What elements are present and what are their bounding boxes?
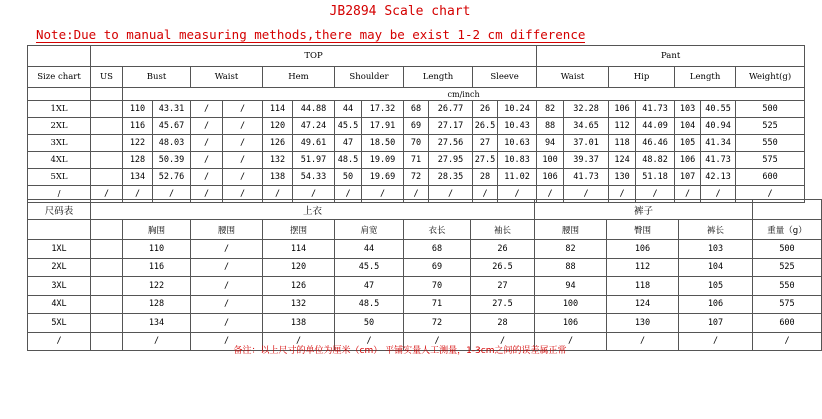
value-cell: 26.5 [471,258,535,277]
value-cell [91,118,123,135]
value-cell: 575 [753,295,822,314]
cn-col-header-pant-waist: 腰围 [535,220,607,240]
value-cell: / [607,332,679,351]
value-cell: 72 [404,314,471,333]
value-cell: 27.56 [429,135,473,152]
value-cell: 138 [263,169,293,186]
value-cell: 106 [675,152,701,169]
size-cell: 1XL [28,240,91,259]
value-cell: 116 [123,118,153,135]
size-cell: 3XL [28,135,91,152]
value-cell: 40.55 [701,101,736,118]
value-cell: 107 [675,169,701,186]
value-cell: 28.35 [429,169,473,186]
table-row [28,258,822,277]
value-cell: / [223,101,263,118]
value-cell: 45.5 [335,258,404,277]
value-cell: 49.61 [293,135,335,152]
value-cell: 42.13 [701,169,736,186]
value-cell: 118 [607,277,679,296]
value-cell: / [701,186,736,203]
value-cell: 106 [535,314,607,333]
value-cell: / [153,186,191,203]
blank-unit-cell [91,88,123,101]
value-cell: / [609,186,636,203]
value-cell: 41.73 [564,169,609,186]
col-header-us: US [91,67,123,88]
value-cell: / [223,135,263,152]
value-cell: 69 [404,258,471,277]
value-cell: 118 [609,135,636,152]
value-cell: / [675,186,701,203]
col-header-length: Length [404,67,473,88]
table-row [28,135,805,152]
size-cell: 2XL [28,118,91,135]
value-cell: 500 [753,240,822,259]
value-cell: 71 [404,152,429,169]
value-cell: / [263,186,293,203]
value-cell: 88 [535,258,607,277]
value-cell: / [404,186,429,203]
value-cell: 27 [473,135,498,152]
value-cell: 34.65 [564,118,609,135]
value-cell: 68 [404,240,471,259]
value-cell: 550 [736,135,805,152]
value-cell: 10.63 [498,135,537,152]
value-cell: 39.37 [564,152,609,169]
value-cell: / [91,186,123,203]
value-cell: 27.5 [471,295,535,314]
value-cell: / [564,186,609,203]
blank-cell [91,295,123,314]
blank-cell [91,277,123,296]
value-cell: 112 [609,118,636,135]
value-cell: 48.5 [335,152,362,169]
value-cell: 82 [535,240,607,259]
value-cell: 51.97 [293,152,335,169]
value-cell: 11.02 [498,169,537,186]
value-cell: / [679,332,753,351]
value-cell: / [736,186,805,203]
value-cell: 41.73 [636,101,675,118]
pant-group-header: Pant [537,46,805,67]
value-cell: 104 [679,258,753,277]
cn-col-header-bust: 胸围 [123,220,191,240]
table-row [28,314,822,333]
value-cell: / [335,332,404,351]
value-cell: / [753,332,822,351]
col-header-hip: Hip [609,67,675,88]
value-cell: 41.73 [701,152,736,169]
size-cell: 1XL [28,101,91,118]
value-cell: 124 [609,152,636,169]
value-cell: 126 [263,135,293,152]
value-cell: / [191,277,263,296]
value-cell: 124 [607,295,679,314]
value-cell: / [471,332,535,351]
value-cell: 94 [537,135,564,152]
value-cell: 10.24 [498,101,537,118]
value-cell: / [191,314,263,333]
value-cell: 52.76 [153,169,191,186]
value-cell: 130 [609,169,636,186]
value-cell: 500 [736,101,805,118]
value-cell: 17.91 [362,118,404,135]
size-cell: 5XL [28,169,91,186]
value-cell: 103 [679,240,753,259]
value-cell [91,101,123,118]
value-cell: / [335,186,362,203]
unit-label: cm/inch [123,88,805,101]
value-cell: 100 [535,295,607,314]
top-group-header: TOP [91,46,537,67]
value-cell: 27.95 [429,152,473,169]
value-cell: 88 [537,118,564,135]
value-cell: 134 [123,314,191,333]
size-cell: 4XL [28,295,91,314]
value-cell: 110 [123,240,191,259]
value-cell: / [191,169,223,186]
table-row [28,152,805,169]
measurement-note: Note:Due to manual measuring methods,there may be exist 1-2 cm difference [36,27,586,42]
value-cell: 138 [263,314,335,333]
value-cell: 28 [473,169,498,186]
value-cell: 50 [335,314,404,333]
value-cell: 26.77 [429,101,473,118]
value-cell: 43.31 [153,101,191,118]
value-cell: 19.09 [362,152,404,169]
col-header-waist: Waist [191,67,263,88]
table-row [28,295,822,314]
value-cell: / [223,186,263,203]
value-cell: / [223,169,263,186]
value-cell: / [636,186,675,203]
blank-unit-cell [28,88,91,101]
cn-col-header-sleeve: 袖长 [471,220,535,240]
value-cell: 110 [123,101,153,118]
value-cell: 106 [537,169,564,186]
value-cell: 54.33 [293,169,335,186]
value-cell: 26 [473,101,498,118]
value-cell: 69 [404,118,429,135]
value-cell: 26.5 [473,118,498,135]
value-cell: 10.83 [498,152,537,169]
value-cell: 45.67 [153,118,191,135]
value-cell: / [362,186,404,203]
value-cell: 48.5 [335,295,404,314]
value-cell: 48.03 [153,135,191,152]
english-table-body [28,101,805,203]
cn-col-header-length: 衣长 [404,220,471,240]
blank-cell [91,258,123,277]
value-cell: / [537,186,564,203]
value-cell: / [223,152,263,169]
value-cell: 68 [404,101,429,118]
value-cell: 70 [404,135,429,152]
value-cell: 10.43 [498,118,537,135]
value-cell: 132 [263,152,293,169]
value-cell: 46.46 [636,135,675,152]
cn-top-group-header: 上衣 [91,200,535,220]
value-cell: / [223,118,263,135]
chinese-size-table [27,199,822,351]
value-cell: 51.18 [636,169,675,186]
col-header-weight: Weight(g) [736,67,805,88]
value-cell: 550 [753,277,822,296]
value-cell: 130 [607,314,679,333]
value-cell: 18.50 [362,135,404,152]
value-cell: 575 [736,152,805,169]
value-cell: / [123,186,153,203]
size-cell: 4XL [28,152,91,169]
value-cell: 106 [607,240,679,259]
value-cell: 44 [335,240,404,259]
value-cell: 50.39 [153,152,191,169]
value-cell: 132 [263,295,335,314]
size-cell: 5XL [28,314,91,333]
value-cell: 112 [607,258,679,277]
cn-col-header-hip: 臀围 [607,220,679,240]
value-cell: 72 [404,169,429,186]
value-cell [91,152,123,169]
cn-col-header-hem: 摆围 [263,220,335,240]
cn-col-header-weight: 重量（g） [753,220,822,240]
value-cell: 105 [675,135,701,152]
size-chart-header: Size chart [28,67,91,88]
value-cell [91,135,123,152]
blank-header-cell [28,220,91,240]
col-header-sleeve: Sleeve [473,67,537,88]
value-cell: 37.01 [564,135,609,152]
value-cell: / [123,332,191,351]
value-cell: / [473,186,498,203]
value-cell: / [191,152,223,169]
cn-col-header-shoulder: 肩宽 [335,220,404,240]
value-cell: / [535,332,607,351]
value-cell: / [404,332,471,351]
cn-size-chart-header: 尺码表 [28,200,91,220]
value-cell: 100 [537,152,564,169]
value-cell: 44.88 [293,101,335,118]
col-header-hem: Hem [263,67,335,88]
value-cell: 82 [537,101,564,118]
value-cell: 94 [535,277,607,296]
value-cell: 47.24 [293,118,335,135]
value-cell: 45.5 [335,118,362,135]
value-cell: 47 [335,135,362,152]
value-cell: 104 [675,118,701,135]
size-cell: / [28,186,91,203]
value-cell: 44.09 [636,118,675,135]
blank-header-cell [753,200,822,220]
value-cell: 126 [263,277,335,296]
cn-col-header-waist: 腰围 [191,220,263,240]
value-cell: 116 [123,258,191,277]
value-cell: 26 [471,240,535,259]
table-row [28,169,805,186]
value-cell: 120 [263,118,293,135]
table-row [28,277,822,296]
value-cell: 600 [753,314,822,333]
value-cell: 106 [679,295,753,314]
blank-cell [91,240,123,259]
value-cell: 44 [335,101,362,118]
value-cell: 19.69 [362,169,404,186]
value-cell: / [429,186,473,203]
value-cell: 41.34 [701,135,736,152]
value-cell: 122 [123,135,153,152]
value-cell: / [191,332,263,351]
value-cell: 105 [679,277,753,296]
value-cell: 107 [679,314,753,333]
english-size-table [27,45,805,203]
size-cell: 2XL [28,258,91,277]
value-cell: / [191,258,263,277]
value-cell: / [191,240,263,259]
value-cell: 70 [404,277,471,296]
table-row [28,118,805,135]
table-row [28,240,822,259]
value-cell: / [263,332,335,351]
col-header-pant-length: Length [675,67,736,88]
value-cell: 47 [335,277,404,296]
table-row [28,101,805,118]
value-cell: 48.82 [636,152,675,169]
value-cell: / [191,118,223,135]
value-cell: / [191,101,223,118]
value-cell: / [191,135,223,152]
value-cell: 32.28 [564,101,609,118]
value-cell: 17.32 [362,101,404,118]
chart-title: JB2894 Scale chart [329,4,471,19]
value-cell: 114 [263,101,293,118]
col-header-pant-waist: Waist [537,67,609,88]
value-cell: 128 [123,295,191,314]
blank-header-cell [91,220,123,240]
value-cell [91,169,123,186]
cn-pant-group-header: 裤子 [535,200,753,220]
value-cell: 600 [736,169,805,186]
value-cell: 50 [335,169,362,186]
footnote: 备注：以上尺寸的单位为厘米（cm） 平铺实量人工测量，1-3cm之间的误差属正常 [233,346,567,356]
value-cell: 71 [404,295,471,314]
col-header-shoulder: Shoulder [335,67,404,88]
value-cell: / [191,295,263,314]
value-cell: / [191,186,223,203]
value-cell: 114 [263,240,335,259]
value-cell: 134 [123,169,153,186]
value-cell: 103 [675,101,701,118]
value-cell: 128 [123,152,153,169]
value-cell: 27.17 [429,118,473,135]
blank-cell [91,314,123,333]
value-cell: 27 [471,277,535,296]
value-cell: 525 [753,258,822,277]
value-cell: 27.5 [473,152,498,169]
cn-col-header-pant-length: 裤长 [679,220,753,240]
col-header-bust: Bust [123,67,191,88]
value-cell: / [498,186,537,203]
value-cell: 106 [609,101,636,118]
value-cell: / [293,186,335,203]
value-cell: 28 [471,314,535,333]
value-cell: 122 [123,277,191,296]
size-cell: / [28,332,91,351]
chinese-table-body [28,240,822,351]
value-cell: 525 [736,118,805,135]
value-cell: 40.94 [701,118,736,135]
value-cell: 120 [263,258,335,277]
blank-header-cell [28,46,91,67]
size-cell: 3XL [28,277,91,296]
